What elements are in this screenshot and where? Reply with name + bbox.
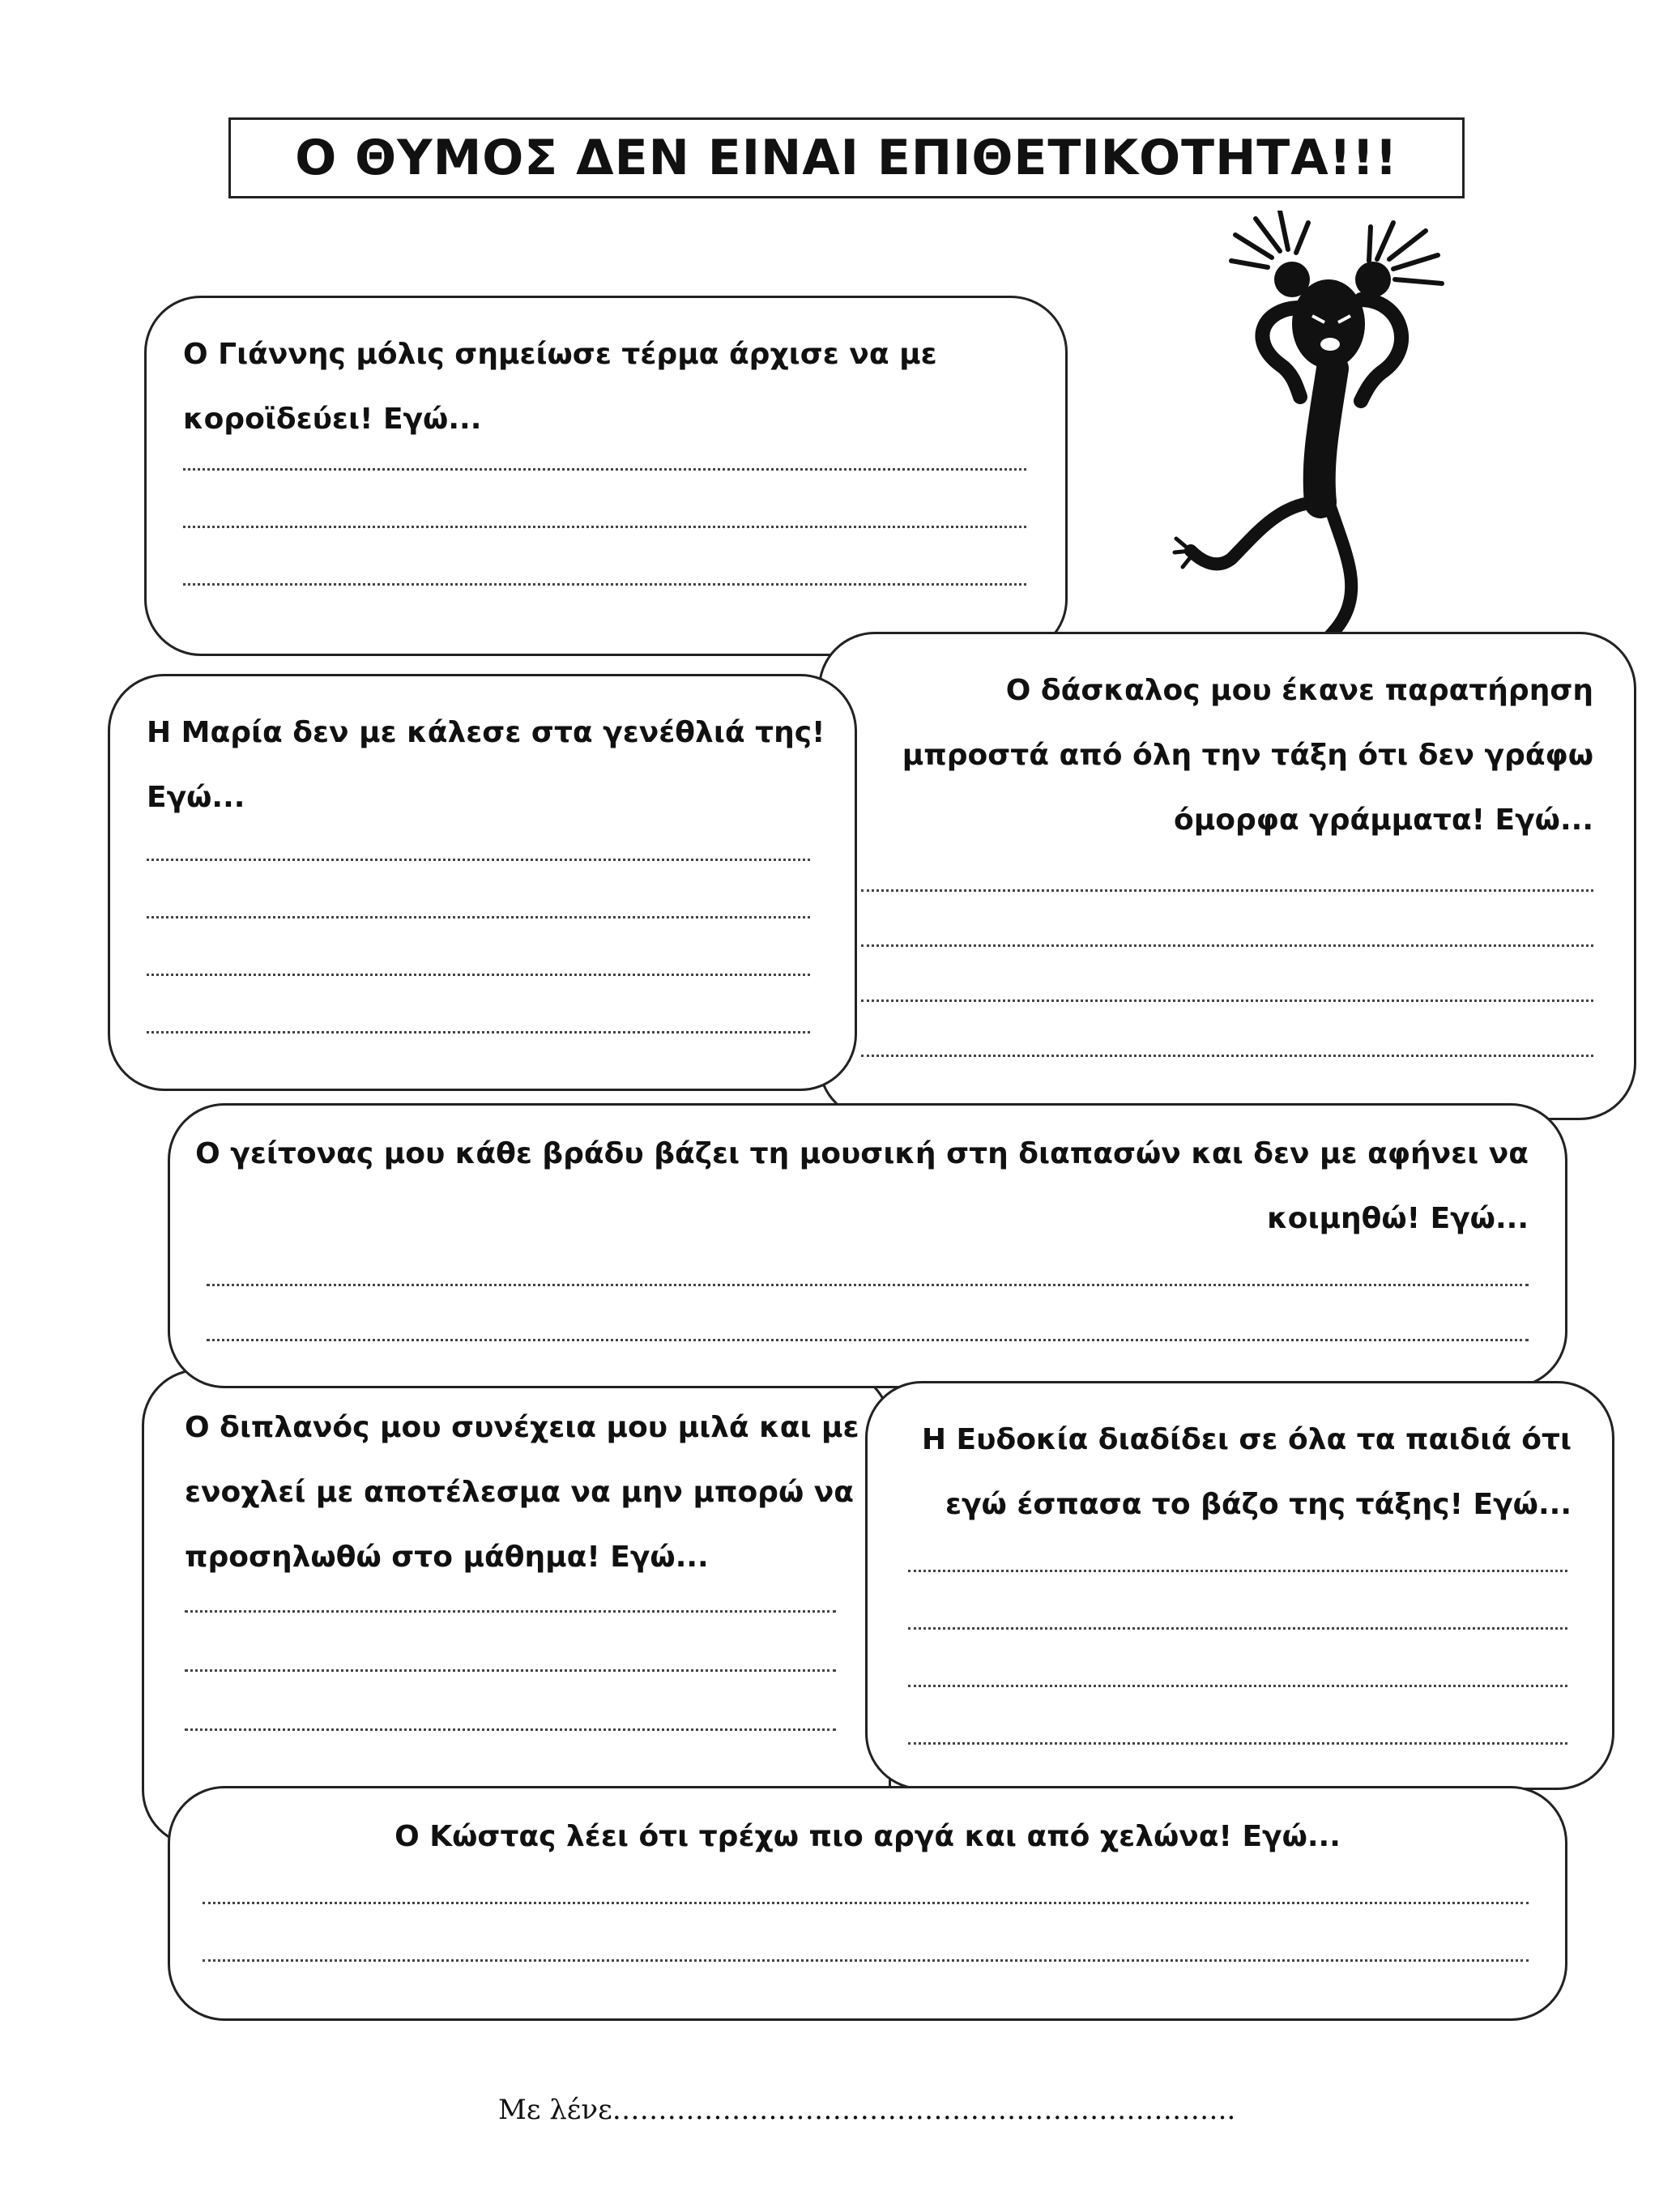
answer-line[interactable]: [183, 526, 1026, 528]
scenario-card-6: [865, 1381, 1614, 1790]
answer-line[interactable]: [207, 1284, 1529, 1286]
answer-line[interactable]: [861, 999, 1593, 1002]
answer-line[interactable]: [861, 1055, 1593, 1057]
scenario-card-4: [168, 1103, 1567, 1388]
answer-line[interactable]: [185, 1610, 836, 1613]
scenario-card-5: [142, 1369, 891, 1847]
answer-line[interactable]: [147, 859, 810, 861]
answer-line[interactable]: [185, 1669, 836, 1672]
answer-line[interactable]: [908, 1742, 1567, 1745]
scenario-prompt: Ο διπλανός μου συνέχεια μου μιλά και με ενοχλεί με αποτέλεσμα να μην μπορώ να προσηλωθώ στο μάθημα! Εγώ...: [185, 1411, 859, 1574]
answer-line[interactable]: [908, 1685, 1567, 1687]
answer-line[interactable]: [147, 916, 810, 918]
scenario-prompt: Η Ευδοκία διαδίδει σε όλα τα παιδιά ότι εγώ έσπασα το βάζο της τάξης! Εγώ...: [921, 1423, 1572, 1521]
answer-line[interactable]: [861, 944, 1593, 947]
answer-line[interactable]: [185, 1728, 836, 1731]
scenario-prompt: Η Μαρία δεν με κάλεσε στα γενέθλιά της! Εγώ...: [147, 716, 825, 814]
scenario-prompt: Ο Κώστας λέει ότι τρέχω πιο αργά και από χελώνα! Εγώ...: [394, 1820, 1341, 1853]
answer-line[interactable]: [203, 1902, 1529, 1904]
worksheet-title: Ο ΘΥΜΟΣ ΔΕΝ ΕΙΝΑΙ ΕΠΙΘΕΤΙΚΟΤΗΤΑ!!!: [228, 117, 1465, 198]
answer-line[interactable]: [183, 583, 1026, 586]
scenario-prompt: Ο δάσκαλος μου έκανε παρατήρηση μπροστά από όλη την τάξη ότι δεν γράφω όμορφα γράμματα! Εγώ...: [902, 674, 1593, 837]
answer-line[interactable]: [908, 1570, 1567, 1572]
answer-line[interactable]: [147, 1031, 810, 1034]
answer-line[interactable]: [908, 1627, 1567, 1630]
name-line[interactable]: Με λένε…………………………………………………………..: [498, 2094, 1236, 2126]
scenario-card-1: [144, 296, 1068, 656]
scenario-card-7: [168, 1786, 1567, 2021]
scenario-prompt: Ο γείτονας μου κάθε βράδυ βάζει τη μουσική στη διαπασών και δεν με αφήνει να κοιμηθώ! Εγώ...: [195, 1137, 1529, 1235]
scenario-card-3: [818, 632, 1636, 1120]
scenario-prompt: Ο Γιάννης μόλις σημείωσε τέρμα άρχισε να με κοροϊδεύει! Εγώ...: [183, 338, 937, 436]
answer-line[interactable]: [147, 974, 810, 976]
answer-line[interactable]: [861, 889, 1593, 892]
scenario-card-2: [108, 674, 857, 1091]
angry-figure-illustration: [1158, 211, 1539, 664]
answer-line[interactable]: [203, 1959, 1529, 1962]
answer-line[interactable]: [183, 468, 1026, 471]
answer-line[interactable]: [207, 1339, 1529, 1341]
